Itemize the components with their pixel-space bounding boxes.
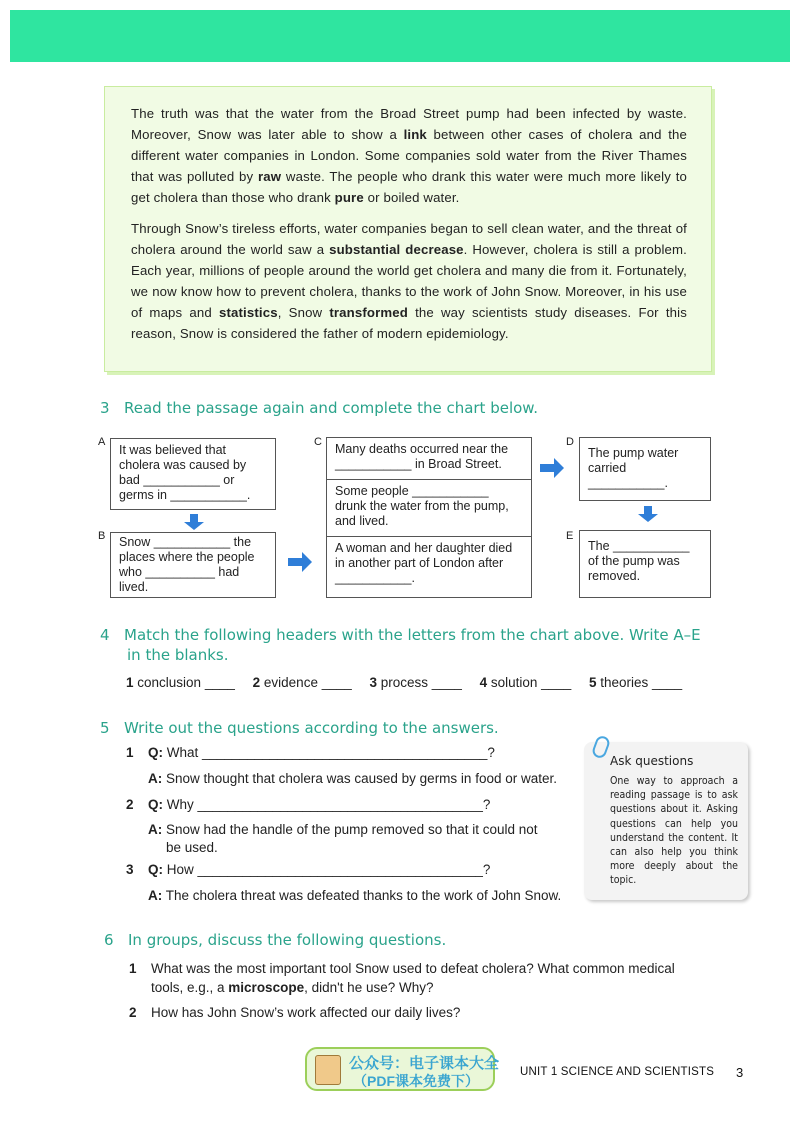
chart-box-a-text: It was believed that cholera was caused by bad ___________ or germs in ___________. xyxy=(119,443,251,502)
question-1: 1 xyxy=(126,745,134,760)
chart-letter-e: E xyxy=(566,530,574,542)
exercise-5-heading xyxy=(100,719,499,737)
stamp-line-2: （PDF课本免费下） xyxy=(353,1073,479,1089)
chart-letter-c: C xyxy=(314,436,322,448)
exercise-4-heading xyxy=(100,626,701,664)
chart-box-c xyxy=(326,437,532,598)
discussion-2-number: 2 xyxy=(129,1005,137,1020)
chart-box-e xyxy=(579,530,711,598)
chart-letter-d: D xyxy=(566,436,574,448)
passage-paragraph-1: The truth was that the water from the Broad Street pump had been infected by waste. Moreover, Snow was later able to show a link between other cases of cholera and the different water companies in London. Some companies sold water from the River Thames that was polluted by raw waste. The people who drank this water were much more likely to get cholera than those who drank pure or boiled water. xyxy=(131,106,687,205)
question-2-a: A: Snow had the handle of the pump removed so that it could not xyxy=(148,822,538,837)
question-1-q: Q: What ______________________________________? xyxy=(148,745,495,760)
exercise-title: Read the passage again and complete the chart below. xyxy=(124,399,538,417)
question-2: 2 xyxy=(126,797,134,812)
question-3: 3 xyxy=(126,862,134,877)
list-item: 2 evidence ____ xyxy=(252,675,352,690)
chart-letter-b: B xyxy=(98,530,106,542)
chart-box-a xyxy=(110,438,276,510)
list-item: 5 theories ____ xyxy=(588,675,683,690)
exercise-title-line-1: Match the following headers with the letters from the chart above. Write A–E xyxy=(124,626,701,644)
discussion-1-number: 1 xyxy=(129,961,137,976)
exercise-3-heading xyxy=(100,399,538,417)
chart-letter-a: A xyxy=(98,436,106,448)
unit-label: UNIT 1 SCIENCE AND SCIENTISTS xyxy=(520,1066,715,1078)
question-3-a: A: The cholera threat was defeated thanks to the work of John Snow. xyxy=(148,888,562,903)
discussion-2: How has John Snow’s work affected our daily lives? xyxy=(151,1005,461,1020)
chart-box-b-text: Snow ___________ the places where the people who __________ had lived. xyxy=(119,535,255,594)
exercise-title-line-2: in the blanks. xyxy=(127,646,229,664)
question-2-a-cont: be used. xyxy=(166,840,218,855)
passage-paragraph-2: Through Snow’s tireless efforts, water companies began to sell clean water, and the threat of cholera around the world saw a substantial decrease. However, cholera is still a problem. Each year, millions of people around the world get cholera and many die from it. Fortunately, we now know how to prevent cholera, thanks to the work of John Snow. Moreover, in his use of maps and statistics, Snow transformed the way scientists study diseases. For this reason, Snow is considered the father of modern epidemiology. xyxy=(131,221,687,341)
page-number: 3 xyxy=(736,1065,744,1080)
question-2-q: Q: Why ______________________________________? xyxy=(148,797,491,812)
headers-list xyxy=(126,675,696,690)
chart-box-c-cell-2: Some people ___________ drunk the water from the pump, and lived. xyxy=(327,480,531,537)
exercise-6-heading xyxy=(104,931,446,949)
exercise-number: 6 xyxy=(104,931,114,949)
list-item: 3 process ____ xyxy=(369,675,462,690)
chart-box-e-text: The ___________ of the pump was removed. xyxy=(588,539,690,583)
book-icon xyxy=(315,1055,341,1085)
list-item: 1 conclusion ____ xyxy=(126,675,235,690)
chart-box-c-cell-1: Many deaths occurred near the ___________ in Broad Street. xyxy=(327,438,531,480)
tip-title: Ask questions xyxy=(610,754,694,768)
tip-box xyxy=(584,742,748,900)
list-item: 4 solution ____ xyxy=(479,675,572,690)
tip-text: One way to approach a reading passage is to ask questions about it. Asking questions can help you understand the content. It can also help you think more deeply about the topic. xyxy=(610,775,738,887)
reading-passage xyxy=(104,86,712,372)
exercise-title: In groups, discuss the following questions. xyxy=(128,931,447,949)
discussion-1-line-1: What was the most important tool Snow used to defeat cholera? What common medical xyxy=(151,961,675,976)
question-3-q: Q: How ______________________________________? xyxy=(148,862,491,877)
stamp-line-1: 公众号：电子课本大全 xyxy=(349,1055,500,1072)
chart-box-c-cell-3: A woman and her daughter died in another part of London after ___________. xyxy=(335,541,513,585)
exercise-number: 5 xyxy=(100,719,110,737)
question-1-a: A: Snow thought that cholera was caused by germs in food or water. xyxy=(148,771,557,786)
chart-box-d xyxy=(579,437,711,501)
exercise-title: Write out the questions according to the answers. xyxy=(124,719,499,737)
chart-box-b xyxy=(110,532,276,598)
exercise-number: 4 xyxy=(100,626,110,644)
exercise-number: 3 xyxy=(100,399,110,417)
watermark-stamp xyxy=(305,1047,500,1091)
discussion-1-line-2: tools, e.g., a microscope, didn't he use? Why? xyxy=(151,980,434,995)
top-banner xyxy=(10,10,790,62)
chart-box-d-text: The pump water carried ___________. xyxy=(588,446,679,490)
